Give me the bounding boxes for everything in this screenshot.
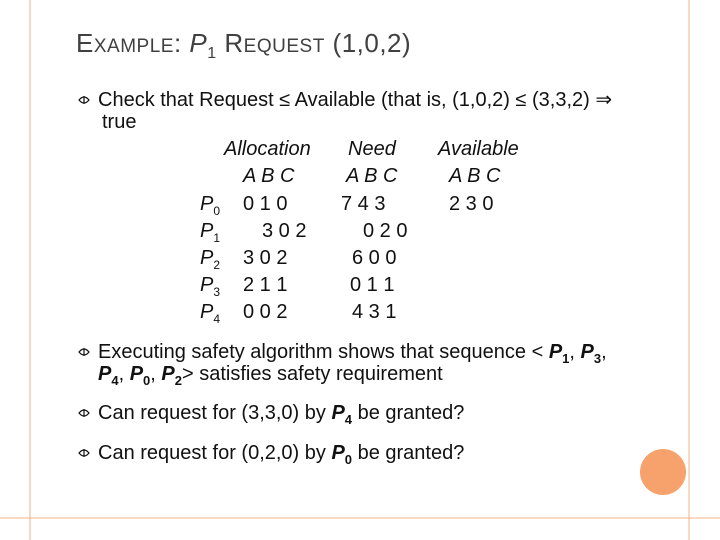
- bullet-text-line1: Check that Request ≤ Available (that is, (1,0,2) ≤ (3,3,2) ⇒: [98, 89, 613, 111]
- bullet-icon: [76, 344, 92, 360]
- p3-allocation: 2 1 1: [243, 274, 288, 296]
- row-label-p1: $P_1$: [200, 220, 221, 245]
- p0-need: 7 4 3: [341, 193, 386, 215]
- abc-allocation: A B C: [243, 165, 295, 187]
- p4-allocation: 0 0 2: [243, 301, 288, 323]
- row-label-p2: $P_2$: [200, 247, 221, 272]
- p4-need: 4 3 1: [352, 301, 397, 323]
- p2-allocation: 3 0 2: [243, 247, 288, 269]
- header-allocation: Allocation: [224, 138, 311, 160]
- p0-available: 2 3 0: [449, 193, 494, 215]
- header-need: Need: [348, 138, 396, 160]
- bullet-icon: [76, 405, 92, 421]
- abc-available: A B C: [449, 165, 501, 187]
- bullet-text-line1: Executing safety algorithm shows that sequence < $P_1$, $P_3$,: [98, 341, 607, 366]
- row-label-p0: $P_0$: [200, 193, 221, 218]
- header-available: Available: [438, 138, 519, 160]
- p0-allocation: 0 1 0: [243, 193, 288, 215]
- p1-need: 0 2 0: [363, 220, 408, 242]
- p3-need: 0 1 1: [350, 274, 395, 296]
- row-label-p4: $P_4$: [200, 301, 221, 326]
- bullet-icon: [76, 445, 92, 461]
- decorative-orange-circle: [640, 449, 686, 495]
- p1-allocation: 3 0 2: [262, 220, 307, 242]
- slide-title: EXAMPLE: $P_1$ REQUEST (1,0,2): [76, 28, 412, 63]
- row-label-p3: $P_3$: [200, 274, 221, 299]
- bullet-icon: [76, 92, 92, 108]
- p2-need: 6 0 0: [352, 247, 397, 269]
- abc-need: A B C: [346, 165, 398, 187]
